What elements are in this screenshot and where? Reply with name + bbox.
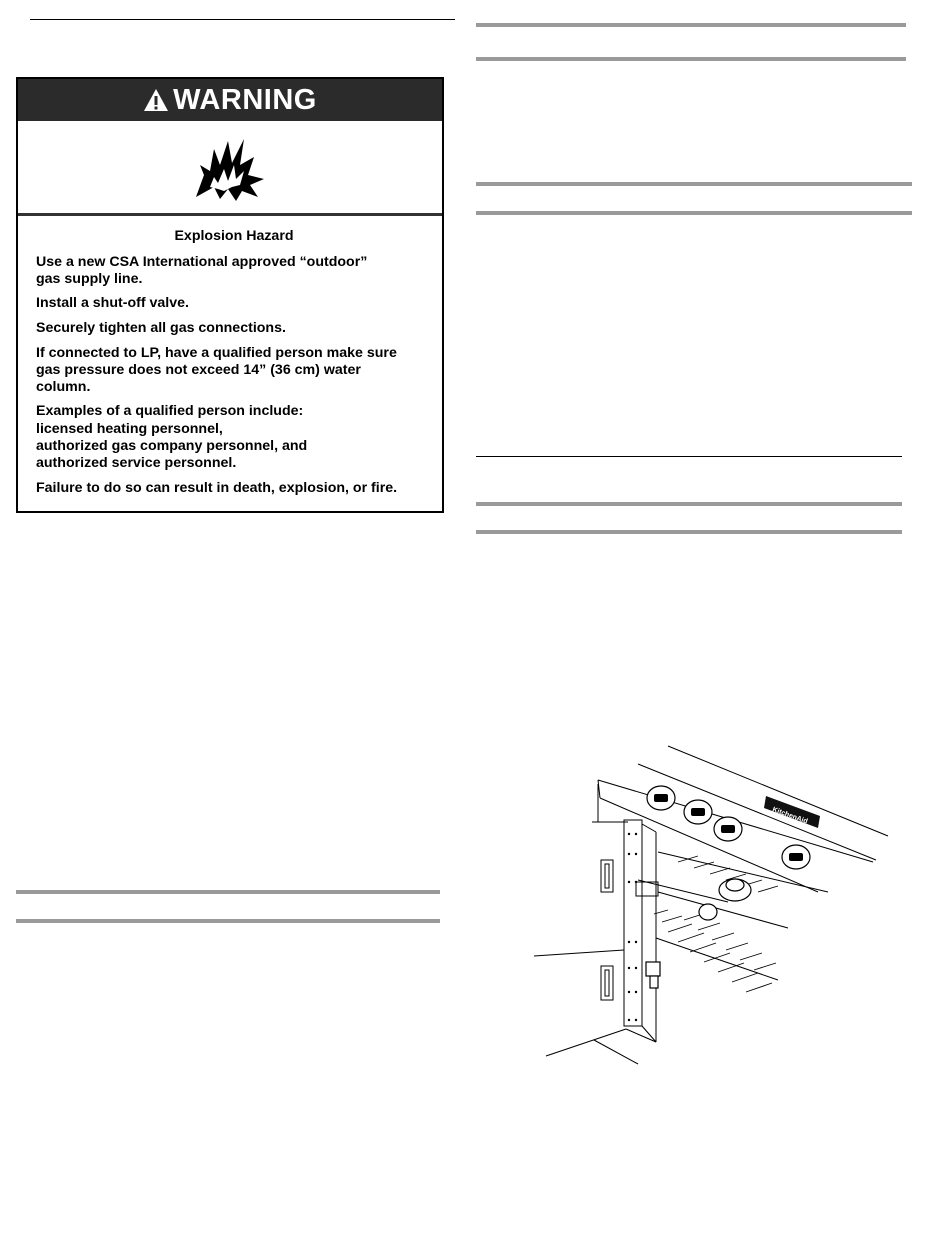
section-rule-right-5: [476, 502, 902, 506]
warning-body: [36, 228, 432, 504]
warning-divider: [18, 213, 442, 216]
section-rule-left-1: [16, 890, 440, 894]
section-rule-right-4: [476, 211, 912, 215]
warning-header: [18, 79, 442, 124]
warning-line-supply: Use a new CSA International approved “outdoor” gas supply line.: [36, 253, 368, 287]
warning-line-personnel: licensed heating personnel, authorized gas company personnel, and authorized service personnel.: [36, 421, 308, 471]
section-rule-right-thin: [476, 456, 902, 457]
warning-line-failure: Failure to do so can result in death, explosion, or fire.: [36, 479, 398, 496]
svg-text:KitchenAid: KitchenAid: [771, 806, 809, 826]
section-rule-right-1: [476, 23, 906, 27]
grill-illustration: [528, 742, 898, 1067]
section-rule-right-2: [476, 57, 906, 61]
top-rule-left: [30, 19, 455, 20]
hazard-title: Explosion Hazard: [174, 228, 294, 244]
warning-line-examples: Examples of a qualified person include:: [36, 403, 304, 420]
warning-line-connections: Securely tighten all gas connections.: [36, 320, 286, 337]
explosion-icon-area: [18, 123, 442, 215]
warning-box: [16, 77, 444, 513]
warning-line-valve: Install a shut-off valve.: [36, 295, 189, 312]
warning-triangle-icon: [143, 88, 169, 112]
section-rule-left-2: [16, 919, 440, 923]
brand-badge-logo: [764, 796, 820, 828]
section-rule-right-6: [476, 530, 902, 534]
warning-title: WARNING: [173, 83, 317, 116]
warning-line-lp: If connected to LP, have a qualified person make sure gas pressure does not exceed 14” (36 cm) water column.: [36, 344, 397, 395]
explosion-icon: [194, 135, 266, 203]
section-rule-right-3: [476, 182, 912, 186]
